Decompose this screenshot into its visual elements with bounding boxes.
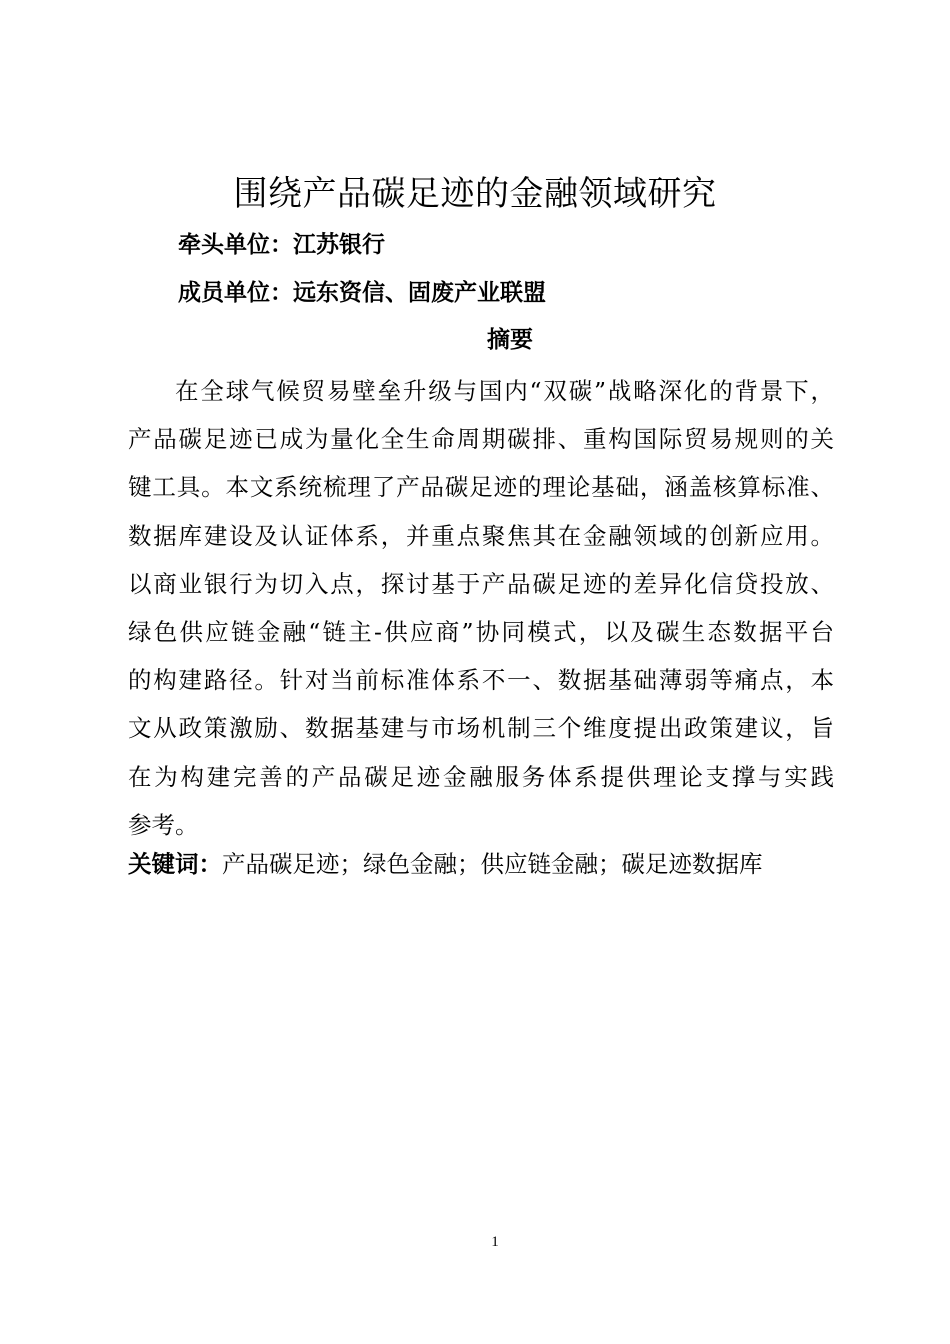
member-units: 成员单位：远东资信、固废产业联盟 bbox=[178, 280, 546, 306]
abstract-line: 以商业银行为切入点，探讨基于产品碳足迹的差异化信贷投放、 bbox=[128, 569, 834, 598]
abstract-line: 在为构建完善的产品碳足迹金融服务体系提供理论支撑与实践 bbox=[128, 762, 834, 791]
keywords-line bbox=[128, 848, 763, 880]
abstract-line: 绿色供应链金融“链主-供应商”协同模式，以及碳生态数据平台 bbox=[128, 617, 834, 646]
abstract-line: 产品碳足迹已成为量化全生命周期碳排、重构国际贸易规则的关 bbox=[128, 425, 834, 454]
abstract-line: 参考。 bbox=[128, 810, 199, 839]
abstract-line: 的构建路径。针对当前标准体系不一、数据基础薄弱等痛点，本 bbox=[128, 666, 834, 695]
abstract-line: 在全球气候贸易壁垒升级与国内“双碳”战略深化的背景下， bbox=[175, 377, 834, 405]
abstract-line: 数据库建设及认证体系，并重点聚焦其在金融领域的创新应用。 bbox=[128, 521, 834, 550]
abstract-heading: 摘要 bbox=[487, 327, 533, 353]
page-number: 1 bbox=[491, 1234, 499, 1250]
abstract-line: 键工具。本文系统梳理了产品碳足迹的理论基础，涵盖核算标准、 bbox=[128, 473, 834, 502]
document-title: 围绕产品碳足迹的金融领域研究 bbox=[233, 174, 717, 214]
keywords-text: 产品碳足迹；绿色金融；供应链金融；碳足迹数据库 bbox=[222, 850, 763, 878]
abstract-body bbox=[128, 367, 834, 849]
abstract-line: 文从政策激励、数据基建与市场机制三个维度提出政策建议，旨 bbox=[128, 714, 834, 743]
lead-unit: 牵头单位：江苏银行 bbox=[178, 232, 385, 258]
keywords-label: 关键词： bbox=[128, 850, 222, 878]
